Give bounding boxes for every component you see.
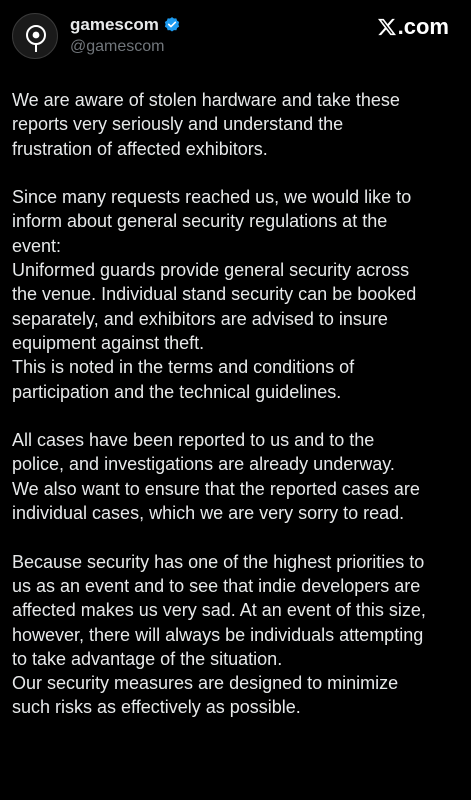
text-line: affected makes us very sad. At an event of this size, — [12, 600, 426, 621]
tweet-paragraph — [12, 428, 464, 525]
text-line: Uniformed guards provide general security across — [12, 260, 410, 281]
tweet-paragraph — [12, 88, 464, 161]
text-line: event: — [12, 235, 62, 256]
site-badge — [377, 14, 449, 40]
author-block — [70, 14, 181, 57]
text-line: frustration of affected exhibitors. — [12, 138, 268, 159]
text-line: Because security has one of the highest priorities to — [12, 551, 425, 572]
text-line: inform about general security regulations at the — [12, 211, 388, 232]
verified-badge-icon — [163, 16, 181, 34]
text-line: Our security measures are designed to minimize — [12, 673, 399, 694]
tweet-header — [0, 0, 471, 70]
tweet-paragraph — [12, 185, 464, 404]
text-line: participation and the technical guidelines. — [12, 381, 342, 402]
text-line: however, there will always be individuals attempting — [12, 624, 424, 645]
text-line: Since many requests reached us, we would like to — [12, 187, 412, 208]
user-handle[interactable]: @gamescom — [70, 38, 165, 55]
text-line: All cases have been reported to us and to the — [12, 430, 375, 451]
text-line: separately, and exhibitors are advised to insure — [12, 308, 388, 329]
tweet-paragraph — [12, 550, 464, 720]
text-line: We are aware of stolen hardware and take these — [12, 90, 400, 110]
text-line: us as an event and to see that indie developers are — [12, 575, 421, 596]
text-line: This is noted in the terms and conditions of — [12, 357, 355, 378]
gamescom-logo-icon[interactable] — [12, 13, 58, 59]
text-line: the venue. Individual stand security can be booked — [12, 284, 417, 305]
text-line: such risks as effectively as possible. — [12, 697, 301, 718]
text-line: individual cases, which we are very sorry to read. — [12, 503, 405, 524]
text-line: to take advantage of the situation. — [12, 648, 283, 669]
display-name-row — [70, 14, 181, 36]
x-logo-icon — [377, 17, 397, 37]
site-label: .com — [397, 14, 449, 39]
text-line: reports very seriously and understand the — [12, 114, 344, 135]
display-name[interactable]: gamescom — [70, 15, 159, 34]
tweet-text — [12, 88, 464, 744]
text-line: police, and investigations are already underway. — [12, 454, 395, 475]
text-line: We also want to ensure that the reported cases are — [12, 478, 420, 499]
text-line: equipment against theft. — [12, 332, 205, 353]
